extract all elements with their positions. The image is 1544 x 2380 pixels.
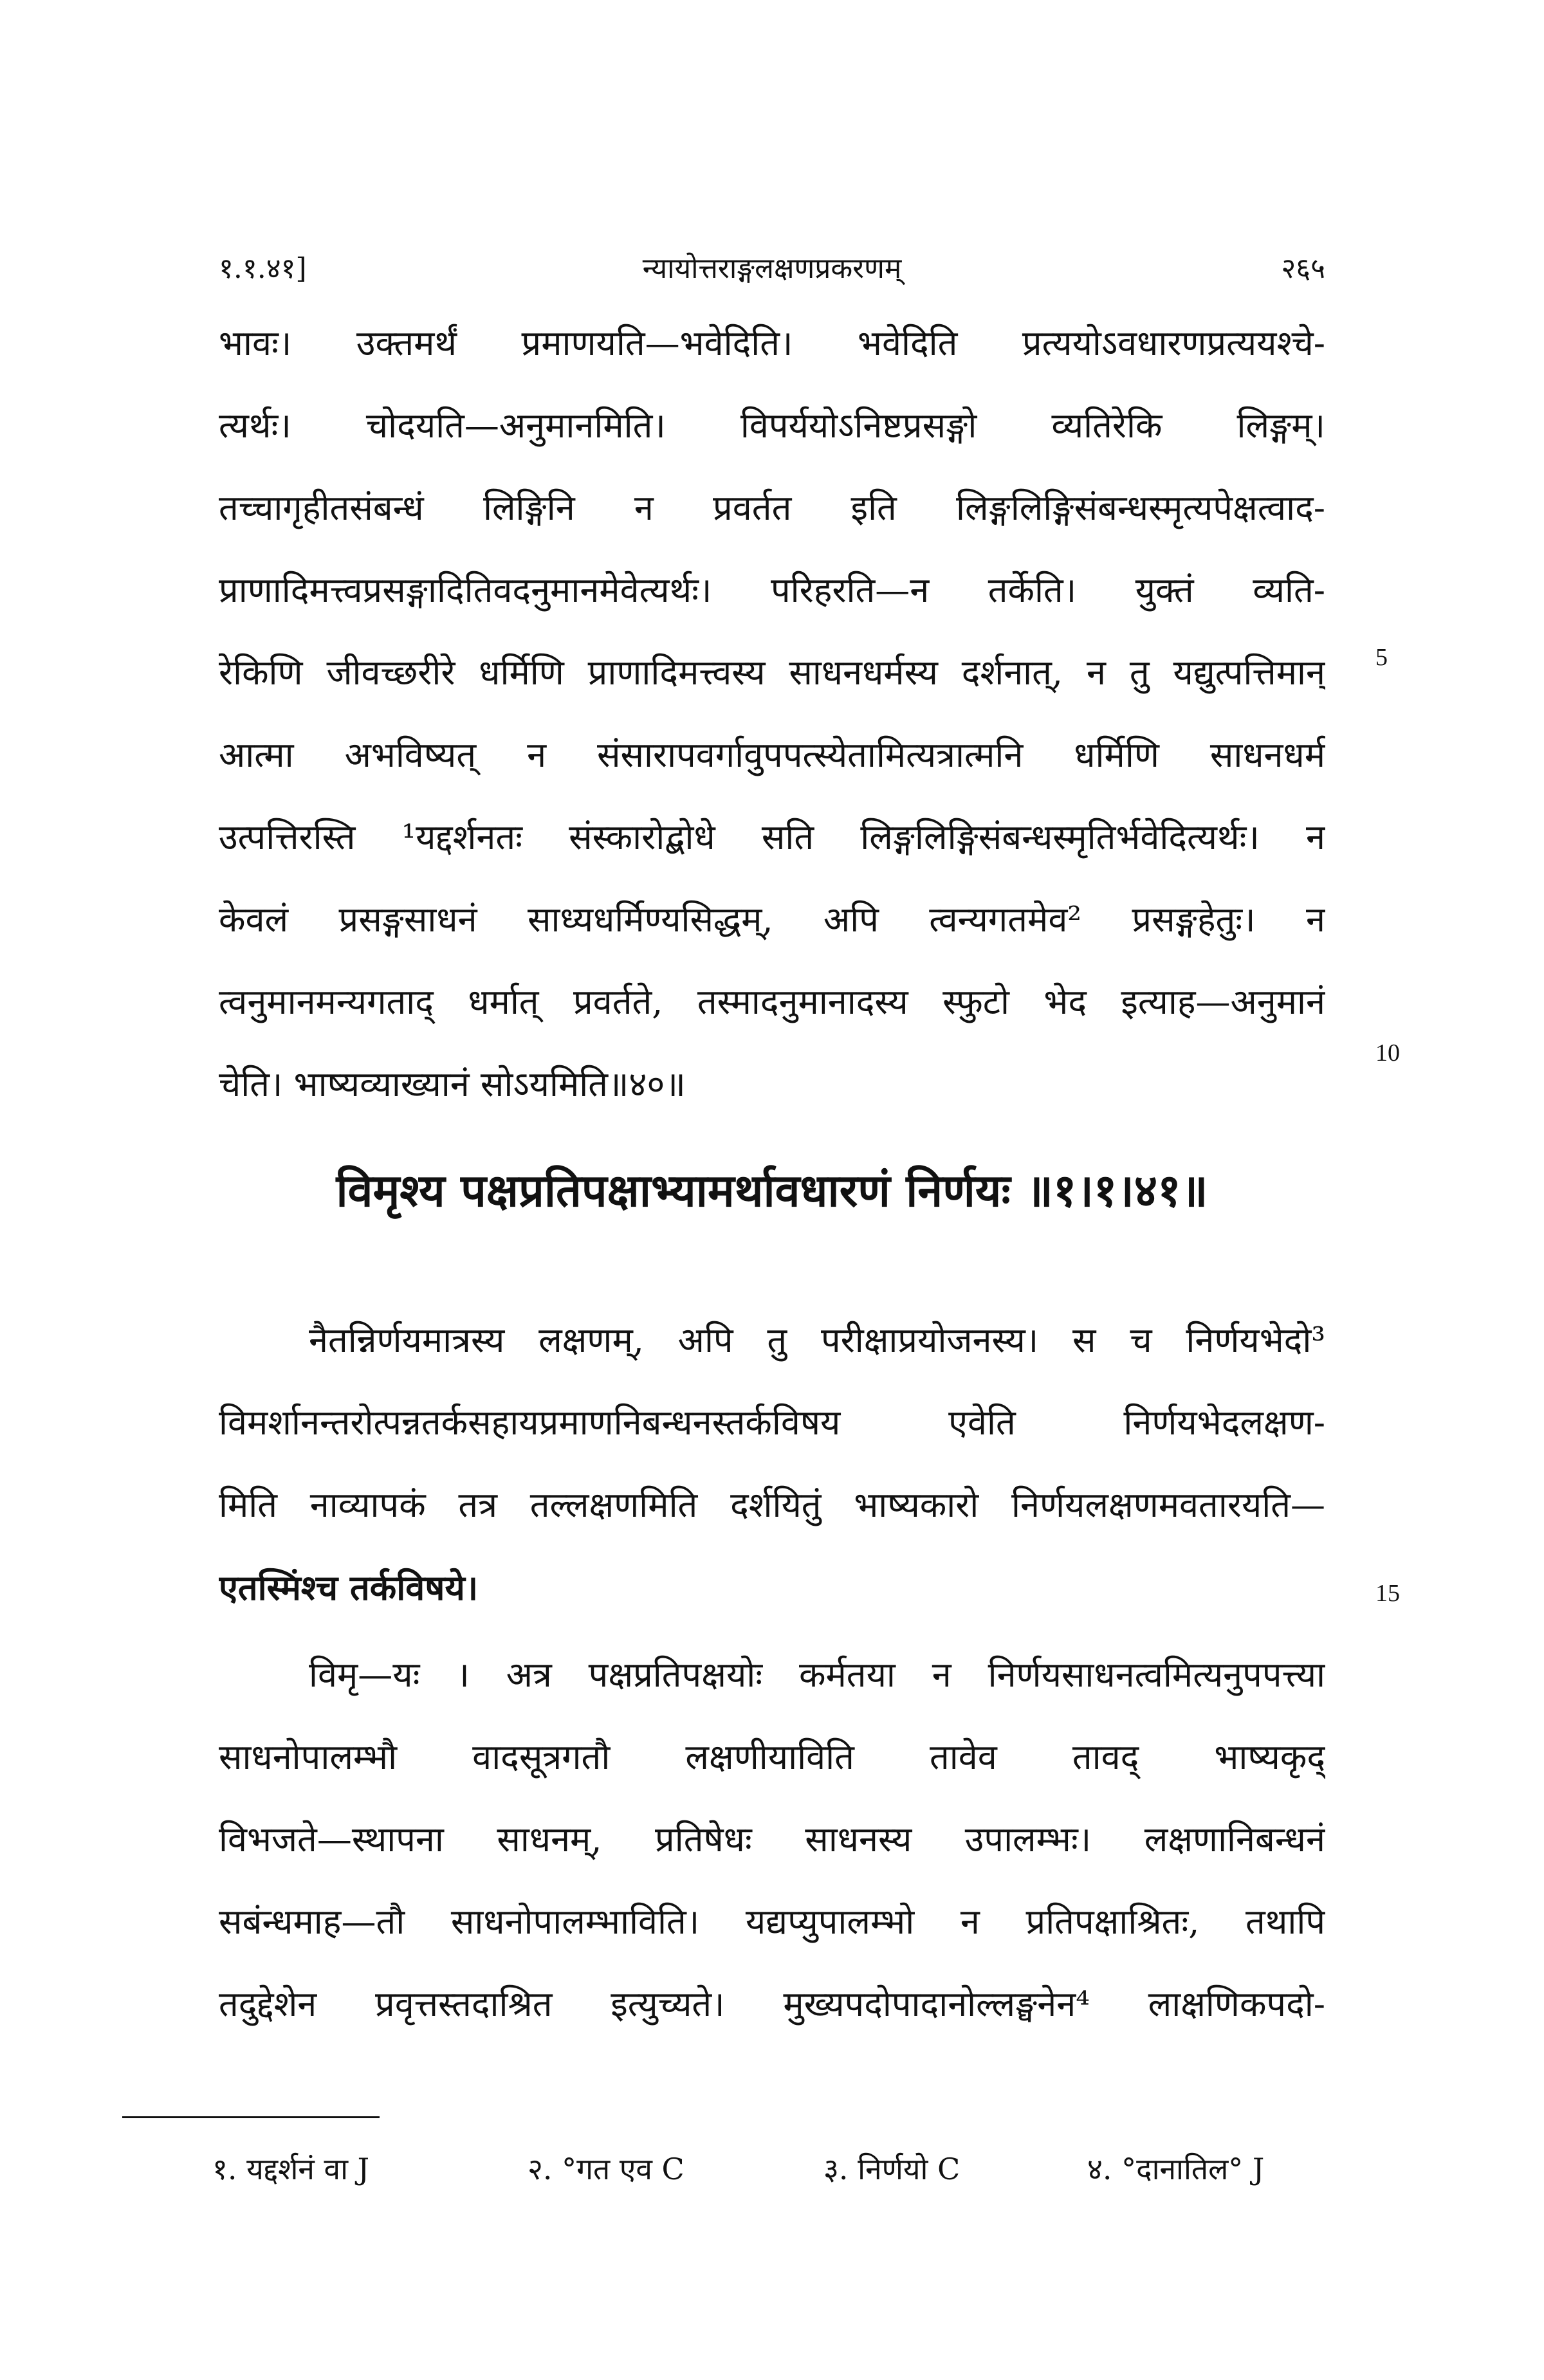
- footnote: ४. °दानातिल° J: [1087, 2152, 1265, 2186]
- text-line: तदुद्देशेन प्रवृत्तस्तदाश्रित इत्युच्यते। मुख्यपदोपादानोल्लङ्घनेन⁴ लाक्षणिकपदो-: [219, 1984, 1325, 2024]
- header-page-number: २६५: [1281, 252, 1325, 285]
- text-line: प्राणादिमत्त्वप्रसङ्गादितिवदनुमानमेवेत्यर्थः। परिहरति—न तर्केति। युक्तं व्यति-: [219, 570, 1325, 610]
- commentary-paragraph-2: [219, 1299, 1325, 1629]
- line-number: 10: [1375, 1039, 1400, 1066]
- text-line: नैतन्निर्णयमात्रस्य लक्षणम्, अपि तु परीक्षाप्रयोजनस्य। स च निर्णयभेदो³: [309, 1320, 1325, 1360]
- line-number: 5: [1375, 644, 1388, 671]
- text-line: आत्मा अभविष्यत् न संसारापवर्गावुपपत्स्येतामित्यत्रात्मनि धर्मिणि साधनधर्म: [219, 735, 1325, 775]
- header-chapter-title: न्यायोत्तराङ्गलक्षणप्रकरणम्: [642, 252, 902, 285]
- text-line: त्वनुमानमन्यगताद् धर्मात् प्रवर्तते, तस्मादनुमानादस्य स्फुटो भेद इत्याह—अनुमानं: [219, 982, 1325, 1022]
- line-number: 15: [1375, 1580, 1400, 1607]
- text-line: तच्चागृहीतसंबन्धं लिङ्गिनि न प्रवर्तत इति लिङ्गलिङ्गिसंबन्धस्मृत्यपेक्षत्वाद-: [219, 488, 1325, 528]
- text-line: भावः। उक्तमर्थं प्रमाणयति—भवेदिति। भवेदिति प्रत्ययोऽवधारणप्रत्ययश्चे-: [219, 323, 1325, 363]
- text-line: त्यर्थः। चोदयति—अनुमानमिति। विपर्ययोऽनिष्टप्रसङ्गो व्यतिरेकि लिङ्गम्।: [219, 405, 1325, 446]
- commentary-paragraph-1: [219, 302, 1325, 1126]
- footnote: ३. निर्णयो C: [823, 2152, 960, 2186]
- footnote: २. °गत एव C: [528, 2152, 685, 2186]
- text-line: रेकिणि जीवच्छरीरे धर्मिणि प्राणादिमत्त्वस्य साधनधर्मस्य दर्शनात्, न तु यद्युत्पत्तिमान्: [219, 652, 1325, 693]
- text-line: साधनोपालम्भौ वादसूत्रगतौ लक्षणीयाविति तावेव तावद् भाष्यकृद्: [219, 1737, 1325, 1777]
- text-line: विभजते—स्थापना साधनम्, प्रतिषेधः साधनस्य उपालम्भः। लक्षणानिबन्धनं: [219, 1819, 1325, 1860]
- text-line: विमृ—यः । अत्र पक्षप्रतिपक्षयोः कर्मतया न निर्णयसाधनत्वमित्यनुपपत्त्या: [309, 1654, 1325, 1695]
- text-line: एतस्मिंश्च तर्कविषये।: [219, 1567, 479, 1608]
- text-line: मिति नाव्यापकं तत्र तल्लक्षणमिति दर्शयितुं भाष्यकारो निर्णयलक्षणमवतारयति—: [219, 1485, 1325, 1525]
- text-line: उत्पत्तिरस्ति ¹यद्दर्शनतः संस्कारोद्बोधे सति लिङ्गलिङ्गिसंबन्धस्मृतिर्भवेदित्यर्थः। न: [219, 817, 1325, 857]
- text-line: विमर्शानन्तरोत्पन्नतर्कसहायप्रमाणनिबन्धनस्तर्कविषय एवेति निर्णयभेदलक्षण-: [219, 1402, 1325, 1443]
- footnote-divider: [122, 2116, 380, 2118]
- sutra-heading: विमृश्य पक्षप्रतिपक्षाभ्यामर्थावधारणं निर्णयः ॥१।१।४१॥: [336, 1164, 1208, 1217]
- header-section-number: १.१.४१]: [219, 252, 307, 285]
- commentary-paragraph-3: [219, 1634, 1325, 2046]
- text-line: केवलं प्रसङ्गसाधनं साध्यधर्मिण्यसिद्धम्, अपि त्वन्यगतमेव² प्रसङ्गहेतुः। न: [219, 899, 1325, 940]
- text-line: चेति। भाष्यव्याख्यानं सोऽयमिति॥४०॥: [219, 1064, 686, 1104]
- text-line: सबंन्धमाह—तौ साधनोपालम्भाविति। यद्यप्युपालम्भो न प्रतिपक्षाश्रितः, तथापि: [219, 1901, 1325, 1942]
- running-header: [219, 248, 1325, 293]
- footnote: १. यद्दर्शनं वा J: [212, 2152, 370, 2186]
